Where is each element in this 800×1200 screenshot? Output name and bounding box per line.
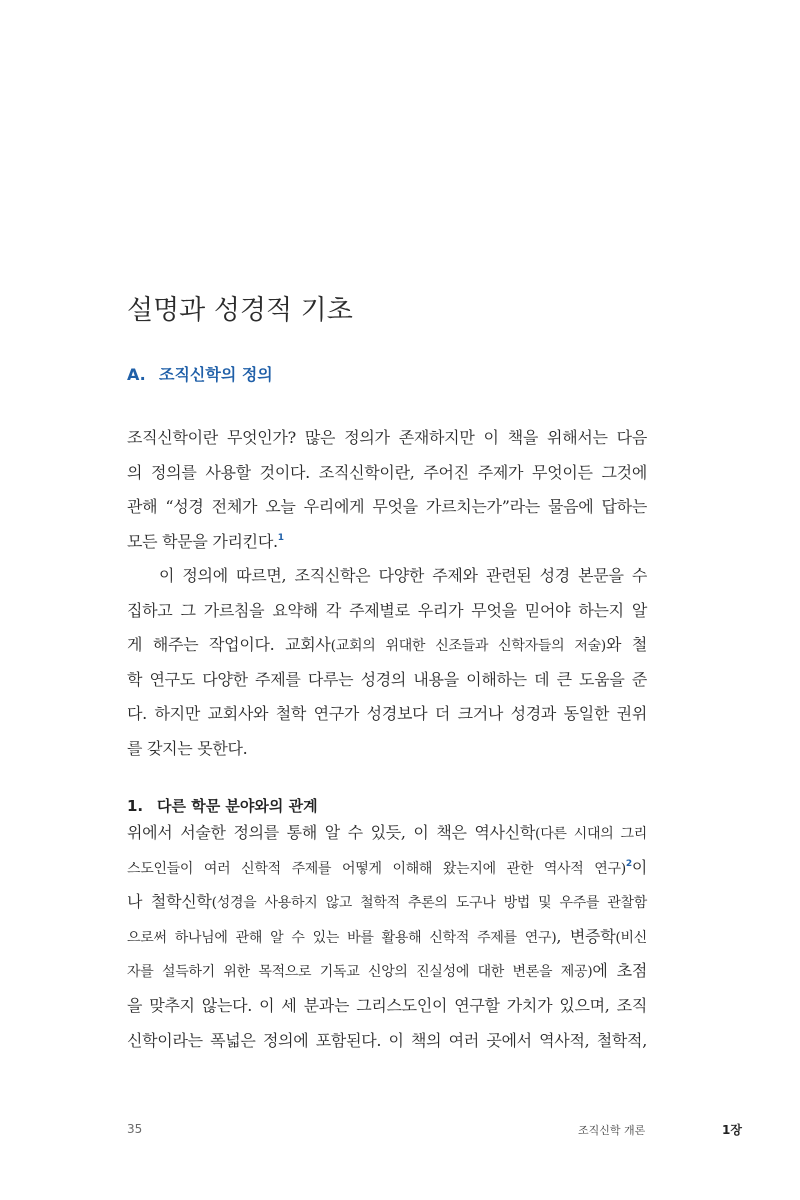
text-span: 모든 학문을 가리킨다. bbox=[127, 531, 278, 551]
text-line: 집하고 그 가르침을 요약해 각 주제별로 우리가 무엇을 믿어야 하는지 알 bbox=[127, 600, 647, 620]
text-line: 이 정의에 따르면, 조직신학은 다양한 주제와 관련된 성경 본문을 수 bbox=[159, 566, 647, 585]
section-heading bbox=[127, 362, 273, 385]
subsection-number: 1. bbox=[127, 797, 144, 815]
text-line bbox=[127, 885, 647, 920]
text-span: 와 철 bbox=[605, 635, 647, 655]
text-line: 관해 “성경 전체가 오늘 우리에게 무엇을 가르치는가”라는 물음에 답하는 bbox=[127, 497, 647, 517]
running-book-title: 조직신학 개론 bbox=[578, 1124, 646, 1137]
text-line: 다. 하지만 교회사와 철학 연구가 성경보다 더 크거나 성경과 동일한 권위 bbox=[127, 704, 647, 724]
text-line: 학 연구도 다양한 주제를 다루는 성경의 내용을 이해하는 데 큰 도움을 준 bbox=[127, 669, 647, 689]
parenthetical-note: (성경을 사용하지 않고 철학적 추론의 도구나 방법 및 우주를 관찰함 bbox=[211, 895, 647, 912]
text-line: 를 갖지는 못한다. bbox=[127, 738, 248, 758]
subsection-heading bbox=[127, 795, 318, 816]
text-line: 의 정의를 사용할 것이다. 조직신학이란, 주어진 주제가 무엇이든 그것에 bbox=[127, 462, 647, 482]
text-line: 조직신학이란 무엇인가? 많은 정의가 존재하지만 이 책을 위해서는 다음 bbox=[127, 428, 647, 447]
text-span: 이 bbox=[631, 857, 647, 877]
subsection-title: 다른 학문 분야와의 관계 bbox=[157, 797, 318, 815]
footnote-marker[interactable]: 2 bbox=[625, 858, 632, 869]
footnote-marker[interactable]: 1 bbox=[277, 532, 284, 543]
paragraph-relations bbox=[127, 816, 647, 1058]
paragraph-explanation bbox=[127, 559, 647, 767]
text-line bbox=[127, 954, 647, 989]
parenthetical-note: 스도인들이 여러 신학적 주제를 어떻게 이해해 왔는지에 관한 역사적 연구) bbox=[127, 860, 626, 877]
paragraph-definition bbox=[127, 421, 647, 559]
text-span: , 변증학 bbox=[556, 926, 616, 946]
section-number: A. bbox=[127, 365, 146, 384]
text-line: 을 맞추지 않는다. 이 세 분과는 그리스도인이 연구할 가치가 있으며, 조직 bbox=[127, 995, 647, 1015]
section-title: 조직신학의 정의 bbox=[159, 365, 273, 384]
text-line bbox=[127, 525, 647, 560]
page-number: 35 bbox=[127, 1122, 143, 1136]
text-line bbox=[127, 920, 647, 955]
text-line: 신학이라는 폭넓은 정의에 포함된다. 이 책의 여러 곳에서 역사적, 철학적, bbox=[127, 1030, 647, 1050]
parenthetical-note: (교회의 위대한 신조들과 신학자들의 저술) bbox=[330, 638, 606, 655]
text-span: 에 초점 bbox=[592, 961, 647, 981]
text-line bbox=[127, 628, 647, 663]
text-line bbox=[127, 816, 647, 851]
parenthetical-note: (비신 bbox=[615, 929, 647, 946]
text-span: 게 해주는 작업이다. 교회사 bbox=[127, 635, 331, 655]
text-span: 나 철학신학 bbox=[127, 892, 212, 912]
parenthetical-note: (다른 시대의 그리 bbox=[535, 826, 648, 842]
text-span: 위에서 서술한 정의를 통해 알 수 있듯, 이 책은 역사신학 bbox=[127, 823, 536, 842]
parenthetical-note: 자를 설득하기 위한 목적으로 기독교 신앙의 진실성에 대한 변론을 제공) bbox=[127, 964, 593, 981]
text-line bbox=[127, 851, 647, 886]
running-chapter-label: 1장 bbox=[722, 1123, 742, 1137]
chapter-title: 설명과 성경적 기초 bbox=[127, 295, 353, 326]
parenthetical-note: 으로써 하나님에 관해 알 수 있는 바를 활용해 신학적 주제를 연구) bbox=[127, 929, 557, 946]
